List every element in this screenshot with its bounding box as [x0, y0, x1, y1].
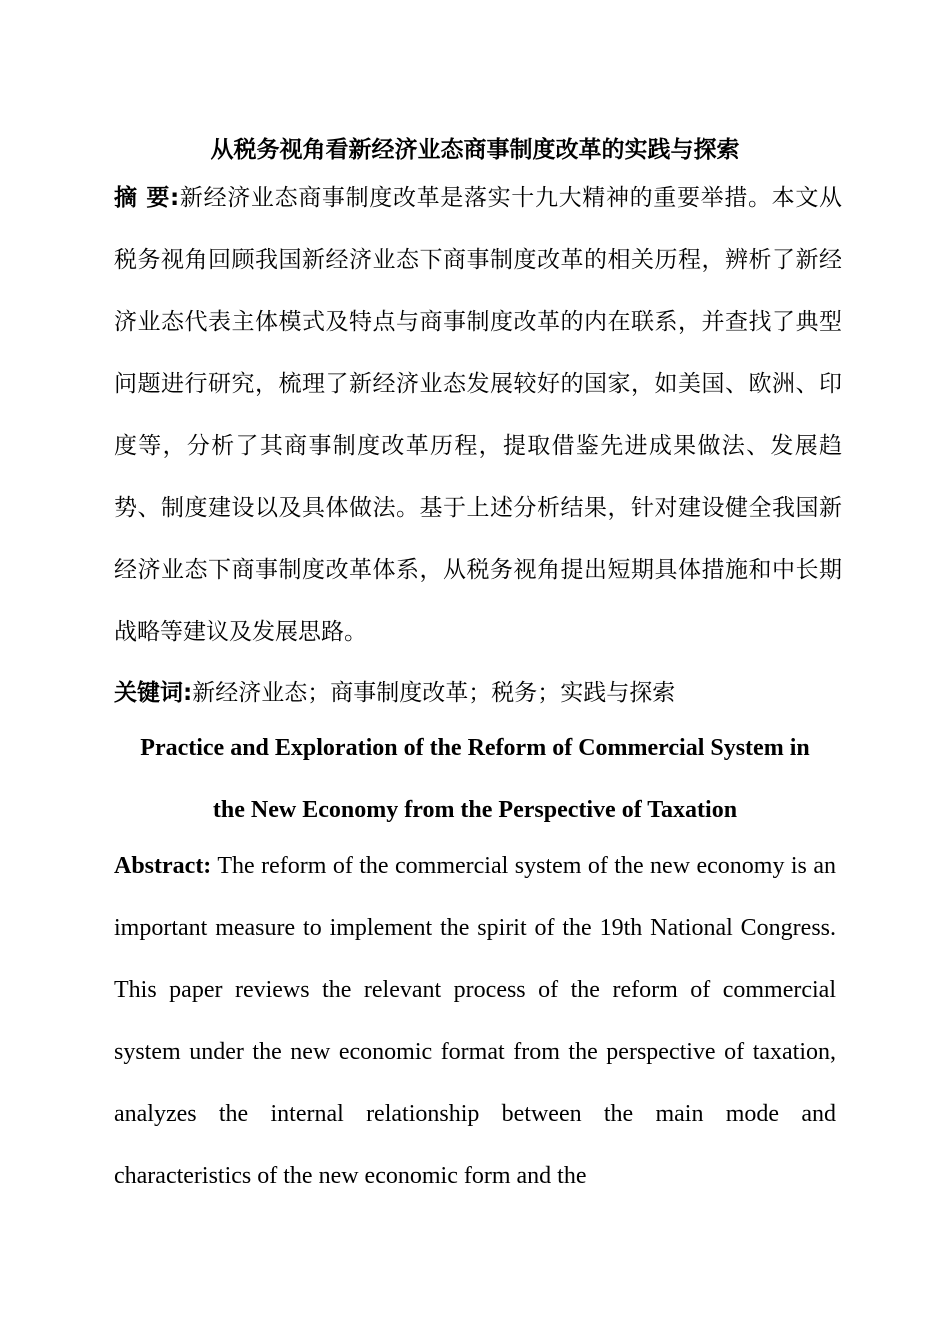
- chinese-keywords-label: 关键词:: [114, 680, 193, 706]
- chinese-abstract: [114, 167, 842, 663]
- english-title: [100, 717, 850, 841]
- chinese-keywords-text: 新经济业态；商事制度改革；税务；实践与探索: [192, 680, 676, 706]
- english-abstract-label: Abstract:: [114, 853, 212, 879]
- english-title-line-2: the New Economy from the Perspective of Taxation: [212, 797, 738, 823]
- chinese-abstract-label: 摘 要: [114, 185, 171, 211]
- english-abstract-text: The reform of the commercial system of the new economy is an important measure to implement the spirit of the 19th National Congress. This paper reviews the relevant process of the reform of commercial system under the new economic format from the perspective of taxation, analyzes the internal relationship between the main mode and characteristics of the new economic form and the: [114, 853, 836, 1189]
- chinese-abstract-text: 新经济业态商事制度改革是落实十九大精神的重要举措。本文从税务视角回顾我国新经济业态下商事制度改革的相关历程，辨析了新经济业态代表主体模式及特点与商事制度改革的内在联系，并查找了典型问题进行研究，梳理了新经济业态发展较好的国家，如美国、欧洲、印度等，分析了其商事制度改革历程，提取借鉴先进成果做法、发展趋势、制度建设以及具体做法。基于上述分析结果，针对建设健全我国新经济业态下商事制度改革体系，从税务视角提出短期具体措施和中长期战略等建议及发展思路。: [114, 185, 843, 645]
- english-title-line-1: Practice and Exploration of the Reform of Commercial System in: [140, 735, 810, 761]
- chinese-title: 从税务视角看新经济业态商事制度改革的实践与探索: [210, 136, 740, 163]
- chinese-abstract-colon: :: [170, 185, 180, 211]
- english-abstract: [114, 835, 836, 1207]
- chinese-keywords: [114, 673, 842, 713]
